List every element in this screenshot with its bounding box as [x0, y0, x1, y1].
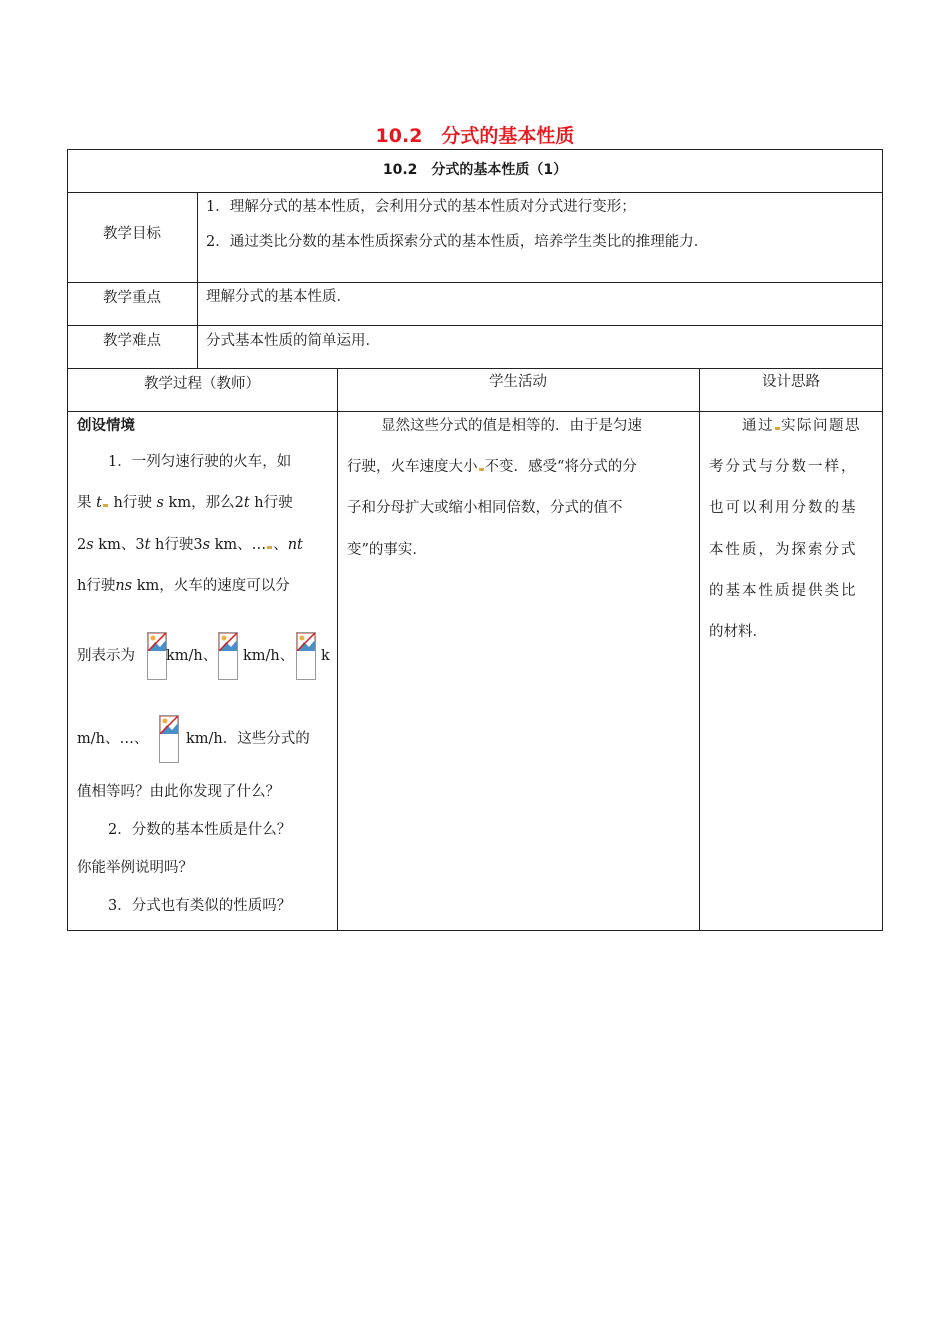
design-line: 考分式与分数一样， [709, 459, 858, 475]
col-header-design: 设计思路 [762, 374, 820, 390]
design-line: 也可以利用分数的基 [709, 500, 858, 516]
row-divider [67, 411, 883, 412]
row-divider [67, 192, 883, 193]
row-divider [67, 325, 883, 326]
design-line: 的材料． [709, 624, 767, 640]
teacher-line: 你能举例说明吗？ [77, 860, 193, 876]
teacher-line: km/h、 [166, 648, 218, 664]
row-divider [67, 282, 883, 283]
fraction-image-icon [147, 632, 167, 680]
teacher-line: 2s km、3t h行驶3s km、… 、nt [77, 537, 303, 553]
teacher-line: h行驶ns km，火车的速度可以分 [77, 578, 290, 594]
design-line: 的基本性质提供类比 [709, 583, 858, 599]
difficulties-label: 教学难点 [103, 333, 161, 349]
teacher-line: km/h、 [243, 648, 295, 664]
student-line: 子和分母扩大或缩小相同倍数，分式的值不 [347, 500, 623, 516]
objective-line-1: 1．理解分式的基本性质，会利用分式的基本性质对分式进行变形； [206, 199, 636, 215]
teacher-line: km/h．这些分式的 [186, 731, 310, 747]
objective-line-2: 2．通过类比分数的基本性质探索分式的基本性质，培养学生类比的推理能力． [206, 234, 709, 250]
key-points-label: 教学重点 [103, 290, 161, 306]
difficulties-text: 分式基本性质的简单运用． [206, 333, 380, 349]
teacher-line: 2．分数的基本性质是什么？ [108, 822, 292, 838]
table-title: 10.2 分式的基本性质（1） [382, 162, 568, 178]
design-line: 本性质，为探索分式 [709, 542, 858, 558]
objectives-label: 教学目标 [103, 226, 161, 242]
col-header-student: 学生活动 [489, 374, 547, 390]
teacher-line: 值相等吗？由此你发现了什么？ [77, 784, 280, 800]
student-line: 变”的事实． [347, 542, 427, 558]
design-line: 通过 实际问题思 [742, 418, 861, 434]
fraction-image-icon [296, 632, 316, 680]
col-divider [337, 368, 338, 931]
teacher-line: 别表示为 [77, 648, 135, 664]
col-divider [197, 192, 198, 368]
teacher-line: 1．一列匀速行驶的火车，如 [108, 454, 292, 470]
fraction-image-icon [218, 632, 238, 680]
teacher-line: k [321, 648, 330, 664]
fraction-image-icon [159, 715, 179, 763]
student-line: 显然这些分式的值是相等的．由于是匀速 [381, 418, 642, 434]
key-points-text: 理解分式的基本性质． [206, 289, 351, 305]
teacher-line: 果 t h行驶 s km，那么2t h行驶 [77, 495, 293, 511]
col-header-teacher: 教学过程（教师） [144, 376, 260, 392]
teacher-line: 3．分式也有类似的性质吗？ [108, 898, 292, 914]
section-heading: 创设情境 [77, 418, 135, 434]
student-line: 行驶，火车速度大小 不变．感受“将分式的分 [347, 459, 637, 475]
row-divider [67, 368, 883, 369]
page-title: 10.2 分式的基本性质 [375, 125, 575, 147]
col-divider [699, 368, 700, 931]
teacher-line: m/h、…、 [77, 731, 149, 747]
